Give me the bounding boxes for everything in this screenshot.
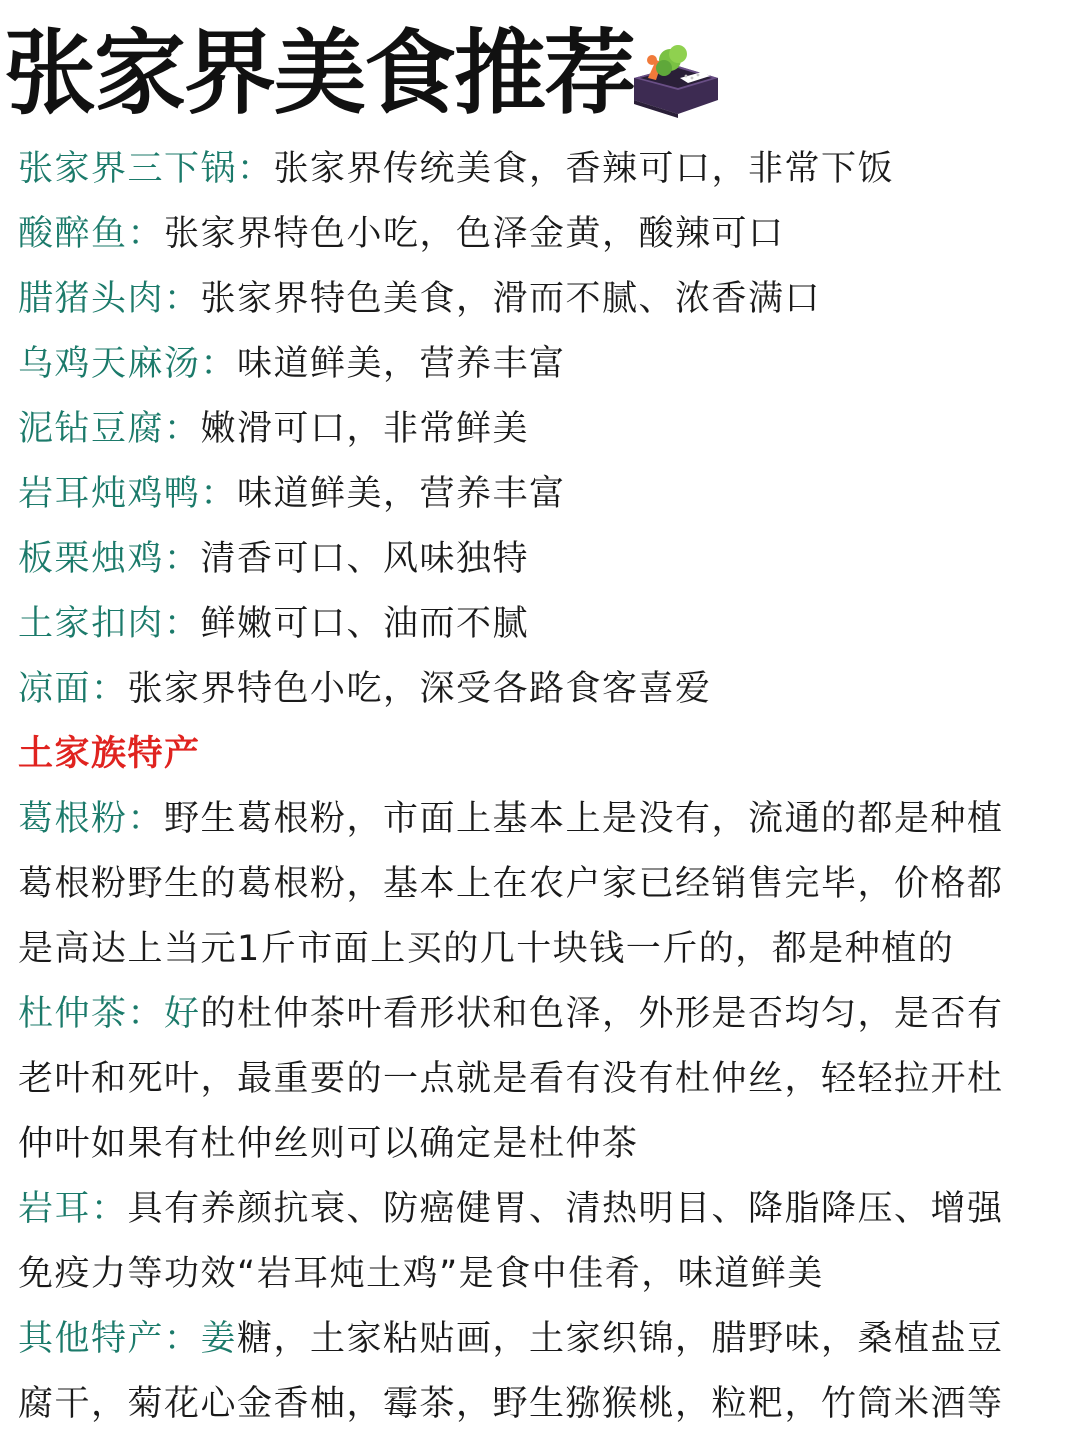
specialty-text: 糖，土家粘贴画，土家织锦，腊野味，桑植盐豆 [237, 1319, 1004, 1359]
dish-item [18, 462, 1062, 527]
dish-text: 味道鲜美，营养丰富 [237, 474, 566, 514]
specialty-line: 葛根粉野生的葛根粉，基本上在农户家已经销售完毕，价格都 [18, 864, 1004, 904]
specialty-line [18, 1177, 1062, 1242]
title-row [4, 14, 722, 127]
specialty-line: 腐干，菊花心金香柚，霉茶，野生猕猴桃，粒粑，竹筒米酒等 [18, 1384, 1004, 1424]
specialty-line [18, 982, 1062, 1047]
page-title: 张家界美食推荐 [4, 20, 635, 127]
dish-label: 板栗烛鸡： [18, 539, 201, 579]
dish-item [18, 137, 1062, 202]
specialty-text: 具有养颜抗衰、防癌健胃、清热明目、降脂降压、增强 [127, 1189, 1004, 1229]
dish-text: 张家界特色小吃，深受各路食客喜爱 [127, 669, 712, 709]
dish-label: 腊猪头肉： [18, 279, 201, 319]
specialty-line: 是高达上当元1斤市面上买的几十块钱一斤的，都是种植的 [18, 929, 955, 969]
specialty-line [18, 1307, 1062, 1372]
dish-item [18, 202, 1062, 267]
dish-text: 味道鲜美，营养丰富 [237, 344, 566, 384]
dish-label: 张家界三下锅： [18, 149, 274, 189]
dish-text: 鲜嫩可口、油而不腻 [200, 604, 530, 644]
content [18, 137, 1062, 1437]
dish-text: 张家界特色美食，滑而不腻、浓香满口 [200, 279, 822, 319]
specialty-text: 的杜仲茶叶看形状和色泽，外形是否均匀，是否有 [200, 994, 1004, 1034]
dish-label: 凉面： [18, 669, 128, 709]
dish-item [18, 397, 1062, 462]
specialty-label: 其他特产：姜 [18, 1319, 238, 1359]
specialty-line [18, 787, 1062, 852]
dish-label: 乌鸡天麻汤： [18, 344, 238, 384]
dish-text: 清香可口、风味独特 [200, 539, 530, 579]
dish-item [18, 527, 1062, 592]
specialty-label: 岩耳： [18, 1189, 128, 1229]
specialty-label: 葛根粉： [18, 799, 165, 839]
dish-text: 嫩滑可口，非常鲜美 [200, 409, 530, 449]
specialty-line: 免疫力等功效“岩耳炖土鸡”是食中佳肴，味道鲜美 [18, 1254, 824, 1294]
specialty-label: 杜仲茶：好 [18, 994, 201, 1034]
dish-label: 岩耳炖鸡鸭： [18, 474, 238, 514]
dish-item [18, 267, 1062, 332]
dish-item [18, 592, 1062, 657]
dish-text: 张家界传统美食，香辣可口，非常下饭 [273, 149, 895, 189]
dish-label: 酸醉鱼： [18, 214, 165, 254]
dish-text: 张家界特色小吃，色泽金黄，酸辣可口 [164, 214, 785, 254]
dish-item [18, 657, 1062, 722]
dish-label: 土家扣肉： [18, 604, 201, 644]
dish-item [18, 332, 1062, 397]
bento-box-icon [626, 38, 722, 118]
dish-label: 泥钻豆腐： [18, 409, 201, 449]
specialty-line: 仲叶如果有杜仲丝则可以确定是杜仲茶 [18, 1124, 639, 1164]
specialty-heading: 土家族特产 [18, 734, 201, 774]
specialty-line: 老叶和死叶，最重要的一点就是看有没有杜仲丝，轻轻拉开杜 [18, 1059, 1004, 1099]
specialty-text: 野生葛根粉，市面上基本上是没有，流通的都是种植 [164, 799, 1004, 839]
